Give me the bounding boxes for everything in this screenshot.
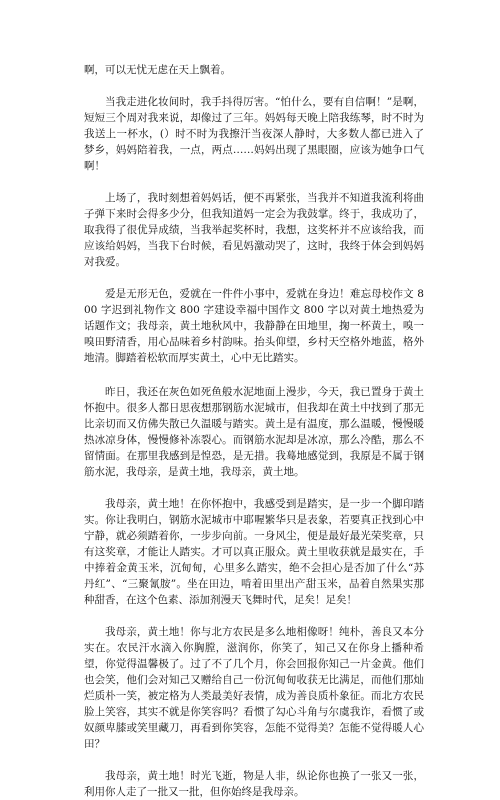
paragraph-6: 我母亲，黄土地！在你怀抱中，我感受到是踏实，是一步一个脚印踏实。你让我明白，钢筋水泥城市中耶喔繁华只是表象，若要真正找到心中宁静，就必须踏着你，一步步向前。一身风尘，便是最好最光荣奖章，只有这奖章，才能让人踏实。才可以真正服众。黄土里收获就是最实在，手中捧着金黄玉米，沉甸甸，心里多么踏实，绝不会担心是否加了什么“苏丹红”、“三聚氰胺”。坐在田边，啃着田里出产甜玉米，品着自然果实那种甜香，在这个色素、添加剂漫天飞舞时代，足矣！足矣！: [84, 498, 424, 606]
paragraph-1: 啊，可以无忧无虑在天上飘着。: [84, 64, 231, 76]
paragraph-7: 我母亲，黄土地！你与北方农民是多么地相像呀！纯朴，善良又本分实在。农民汗水滴入你胸膛，滋润你，你笑了，知己又在你身上播种希望，你觉得温馨极了。过了不了几个月，你会回报你知己一片金黄。他们也会笑，他们会对知己又赠给自己一份沉甸甸收获无比满足，而他们那灿烂质朴一笑，被定格为人类最美好表情，成为善良质朴象征。而北方农民脸上笑容，其实不就是你笑容吗？看惯了勾心斗角与尔虞我诈，看惯了或奴颜卑膝或笑里藏刀，再看到你笑容，怎能不觉得美？怎能不觉得暖人心田？: [84, 626, 424, 750]
paragraph-8: 我母亲，黄土地！时光飞逝，物是人非，纵论你也换了一张又一张，利用你人走了一批又一批，但你始终是我母亲。: [84, 770, 424, 798]
paragraph-5: 昨日，我还在灰色如死鱼般水泥地面上漫步，今天，我已置身于黄土怀抱中。很多人都日思夜想那钢筋水泥城市，但我却在黄土中找到了那无比亲切而又仿佛失散已久温暖与踏实。黄土是有温度，那么温暖，慢慢暖热冰凉身体，慢慢修补冻裂心。而钢筋水泥却是冰凉，那么冷酷，那么不留情面。在那里我感到是惶恐，是无措。我蓦地感觉到，我原是不属于钢筋水泥，我母亲，是黄土地，我母亲，黄土地。: [84, 386, 424, 478]
paragraph-3: 上场了，我时刻想着妈妈话，便不再紧张，当我并不知道我流利将曲子弹下来时会得多少分，但我知道妈一定会为我鼓掌。终于，我成功了，取我得了很优异成绩，当我举起奖杯时，我想，这奖杯并不应该给我，而应该给妈妈，当我下台时候，看见妈激动哭了，这时，我终于体会到妈妈对我爱。: [84, 192, 424, 268]
paragraph-2: 当我走进化妆间时，我手抖得厉害。“怕什么，要有自信啊！”是啊，短短三个周对我来说，却像过了三年。妈妈每天晚上陪我练琴，时不时为我送上一杯水，(）时不时为我擦汗当夜深人静时，大多数人都已进入了梦乡，妈妈陪着我，一点，两点……妈妈出现了黑眼圈，应该为她争口气啊！: [84, 96, 424, 172]
paragraph-4: 爱是无形无色，爱就在一件件小事中，爱就在身边！难忘母校作文 800 字迟到礼物作文 800 字建设幸福中国作文 800 字以对黄土地热爱为话题作文；我母亲，黄土地秋风中，我静静在田地里，掬一杯黄土，嗅一嗅田野清香，用心品味着乡村韵味。抬头仰望，乡村天空格外地蓝，格外地清。脚踏着松软而厚实黄土，心中无比踏实。: [84, 288, 424, 364]
